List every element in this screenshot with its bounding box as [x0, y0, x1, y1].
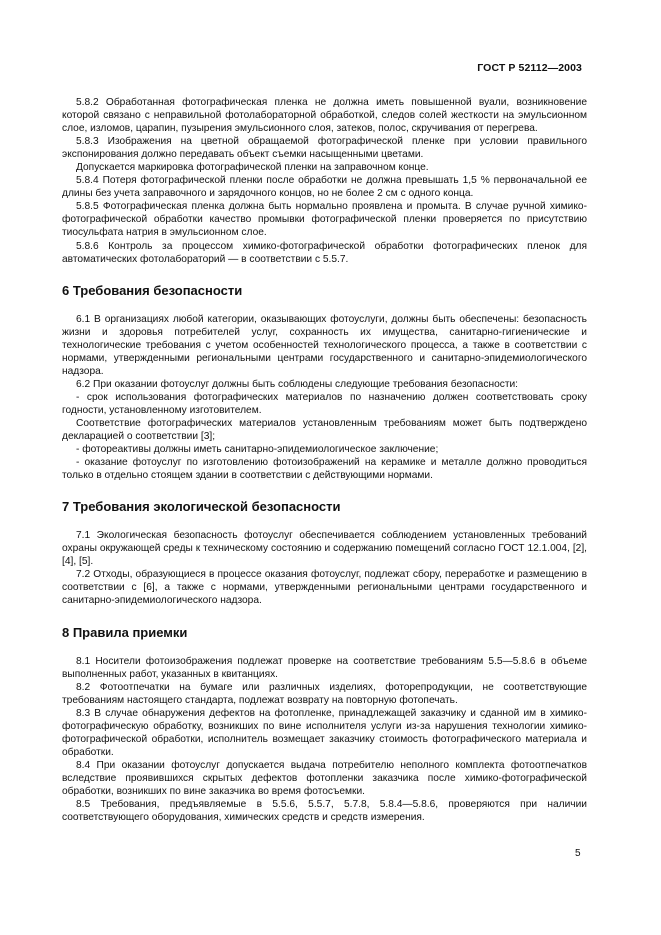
- document-body: [62, 96, 587, 824]
- paragraph: 8.3 В случае обнаружения дефектов на фотопленке, принадлежащей заказчику и сданной им в химико-фотографическую обработку, возникших по вине исполнителя услуги из-за нарушения технологии химико-фотографической обработки, исполнитель возмещает заказчику стоимость фотографического материала и обработки.: [62, 707, 587, 758]
- paragraph: 8.2 Фотоотпечатки на бумаге или различных изделиях, фоторепродукции, не соответствующие требованиям настоящего стандарта, подлежат возврату на повторную фотопечать.: [62, 681, 587, 706]
- section-6-heading: 6 Требования безопасности: [62, 282, 243, 298]
- section-5-tail: [62, 96, 587, 266]
- paragraph: Допускается маркировка фотографической пленки на заправочном конце.: [76, 162, 429, 174]
- section-7-heading: 7 Требования экологической безопасности: [62, 499, 341, 515]
- section-7: [62, 529, 587, 607]
- paragraph: 5.8.4 Потеря фотографической пленки после обработки не должна превышать 1,5 % первоначальной ее длины без учета заправочного и зарядочного концов, но не более 2 см с одного конца.: [62, 175, 587, 200]
- paragraph: 8.4 При оказании фотоуслуг допускается выдача потребителю неполного комплекта фотоотпечатков вследствие проявившихся скрытых дефектов фотопленки заказчика после химико-фотографической обработки, возникших по вине заказчика во время фотосъемки.: [62, 759, 587, 797]
- paragraph: 5.8.2 Обработанная фотографическая пленка не должна иметь повышенной вуали, возникновение которой связано с неправильной фотолабораторной обработкой, следов солей жесткости на эмульсионном слое, изломов, царапин, пузырения эмульсионного слоя, затеков, полос, скручивания от перегрева.: [62, 97, 587, 135]
- paragraph: - оказание фотоуслуг по изготовлению фотоизображений на керамике и металле должно проводиться только в отдельно стоящем здании в соответствии с действующими нормами.: [62, 457, 587, 482]
- page-number: 5: [575, 848, 581, 859]
- paragraph: 8.1 Носители фотоизображения подлежат проверке на соответствие требованиям 5.5—5.8.6 в объеме выполненных работ, указанных в квитанциях.: [62, 655, 587, 680]
- paragraph: 6.1 В организациях любой категории, оказывающих фотоуслуги, должны быть обеспечены: безопасность жизни и здоровья потребителей услуг, сохранность их имущества, санитарно-гигиенические и технологические требования с учетом особенностей технологического процесса, а также в соответствии с нормами, утвержденными региональными центрами государственного и санитарно-эпидемиологического надзора.: [62, 313, 587, 377]
- paragraph: 5.8.5 Фотографическая пленка должна быть нормально проявлена и промыта. В случае ручной химико-фотографической обработки качество промывки фотографической пленки проверяется по присутствию тиосульфата натрия в эмульсионном слое.: [62, 201, 587, 239]
- section-8: [62, 655, 587, 825]
- section-6: [62, 313, 587, 483]
- paragraph: 8.5 Требования, предъявляемые в 5.5.6, 5.5.7, 5.7.8, 5.8.4—5.8.6, проверяются при наличии соответствующего оборудования, химических средств и средств измерения.: [62, 799, 587, 824]
- section-8-heading: 8 Правила приемки: [62, 624, 188, 640]
- paragraph: - срок использования фотографических материалов по назначению должен соответствовать сроку годности, установленному изготовителем.: [62, 391, 587, 416]
- paragraph: 6.2 При оказании фотоуслуг должны быть соблюдены следующие требования безопасности:: [76, 378, 519, 390]
- standard-header: ГОСТ Р 52112—2003: [477, 62, 582, 74]
- paragraph: 5.8.3 Изображения на цветной обращаемой фотографической пленке при условии правильного экспонирования должно передавать объект съемки насыщенными цветами.: [62, 136, 587, 161]
- paragraph: 5.8.6 Контроль за процессом химико-фотографической обработки фотографических пленок для автоматических фотолабораторий — в соответствии с 5.5.7.: [62, 240, 587, 265]
- paragraph: Соответствие фотографических материалов установленным требованиям может быть подтверждено декларацией о соответствии [3];: [62, 417, 587, 443]
- paragraph: 7.1 Экологическая безопасность фотоуслуг обеспечивается соблюдением установленных требований охраны окружающей среды к техническому состоянию и содержанию помещений согласно ГОСТ 12.1.004, [2], [4], [5].: [62, 530, 587, 568]
- paragraph: 7.2 Отходы, образующиеся в процессе оказания фотоуслуг, подлежат сбору, переработке и размещению в соответствии с [6], а также с нормами, утвержденными региональными центрами государственного и санитарно-эпидемиологического надзора.: [62, 569, 587, 607]
- paragraph: - фотореактивы должны иметь санитарно-эпидемиологическое заключение;: [76, 444, 439, 456]
